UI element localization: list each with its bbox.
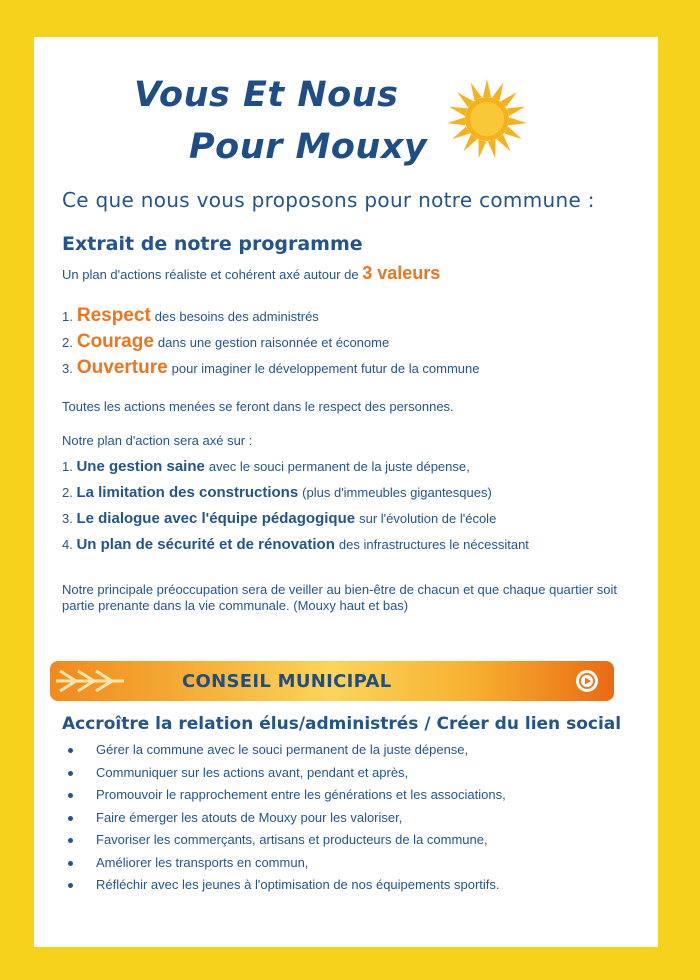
arrows-icon [54,667,134,695]
value-number: 3. [62,361,73,376]
bullet-icon [68,771,73,776]
action-item [62,458,470,475]
bullet-icon [68,838,73,843]
action-item [62,510,496,527]
action-number: 2. [62,485,73,500]
list-item [62,784,632,807]
list-item-text: Réfléchir avec les jeunes à l'optimisation de nos équipements sportifs. [96,877,500,892]
action-number: 4. [62,537,73,552]
list-item-text: Améliorer les transports en commun, [96,854,309,870]
action-item [62,536,529,553]
action-number: 1. [62,459,73,474]
action-text: (plus d'immeubles gigantesques) [302,485,492,500]
title-line-1: Vous Et Nous [134,75,399,115]
value-keyword: Respect [76,305,151,326]
value-number: 1. [62,309,73,324]
program-subtitle-text: Un plan d'actions réaliste et cohérent axé autour de [62,267,359,282]
sun-icon [442,77,532,167]
action-keyword: Un plan de sécurité et de rénovation [76,536,335,553]
list-item [62,829,632,852]
value-text: des besoins des administrés [154,309,319,324]
action-text: sur l'évolution de l'école [359,511,497,526]
program-subtitle [62,263,638,284]
program-subtitle-highlight: 3 valeurs [362,263,441,283]
value-text: dans une gestion raisonnée et économe [157,335,390,350]
action-keyword: Une gestion saine [76,458,205,475]
value-number: 2. [62,335,73,350]
action-number: 3. [62,511,73,526]
concern-paragraph: Notre principale préoccupation sera de veiller au bien-être de chacun et que chaque quartier soit partie prenante dans la vie communale. (Mouxy haut et bas) [62,582,618,613]
action-keyword: La limitation des constructions [76,484,299,501]
value-keyword: Courage [76,331,154,352]
list-item-text: Favoriser les commerçants, artisans et producteurs de la commune, [96,832,488,847]
flyer-page [34,37,658,947]
action-text: des infrastructures le nécessitant [338,537,529,552]
program-heading: Extrait de notre programme [62,233,363,255]
bullet-icon [68,883,73,888]
list-item [62,874,632,897]
list-item [62,852,632,875]
value-text: pour imaginer le développement futur de la commune [171,361,480,376]
bullet-icon [68,861,73,866]
list-item [62,762,632,785]
value-item [62,305,319,327]
bullet-icon [68,816,73,821]
respect-note: Toutes les actions menées se feront dans le respect des personnes. [62,399,454,414]
council-banner [50,661,614,701]
value-item [62,331,389,353]
list-item [62,739,632,762]
play-icon[interactable] [576,670,598,692]
action-text: avec le souci permanent de la juste dépense, [208,459,470,474]
plan-intro: Notre plan d'action sera axé sur : [62,433,253,448]
intro-text: Ce que nous vous proposons pour notre commune : [62,188,595,212]
bullet-icon [68,748,73,753]
council-heading: Accroître la relation élus/administrés / Créer du lien social [62,714,622,734]
bullet-icon [68,793,73,798]
action-item [62,484,492,501]
list-item-text: Faire émerger les atouts de Mouxy pour les valoriser, [96,809,403,825]
action-keyword: Le dialogue avec l'équipe pédagogique [76,510,356,527]
council-list [62,739,632,897]
banner-title: CONSEIL MUNICIPAL [182,671,392,692]
title-line-2: Pour Mouxy [189,127,428,167]
list-item-text: Communiquer sur les actions avant, pendant et après, [96,764,409,780]
list-item-text: Promouvoir le rapprochement entre les générations et les associations, [96,787,506,802]
value-keyword: Ouverture [76,357,168,378]
value-item [62,357,480,379]
list-item-text: Gérer la commune avec le souci permanent de la juste dépense, [96,742,469,757]
list-item [62,807,632,830]
